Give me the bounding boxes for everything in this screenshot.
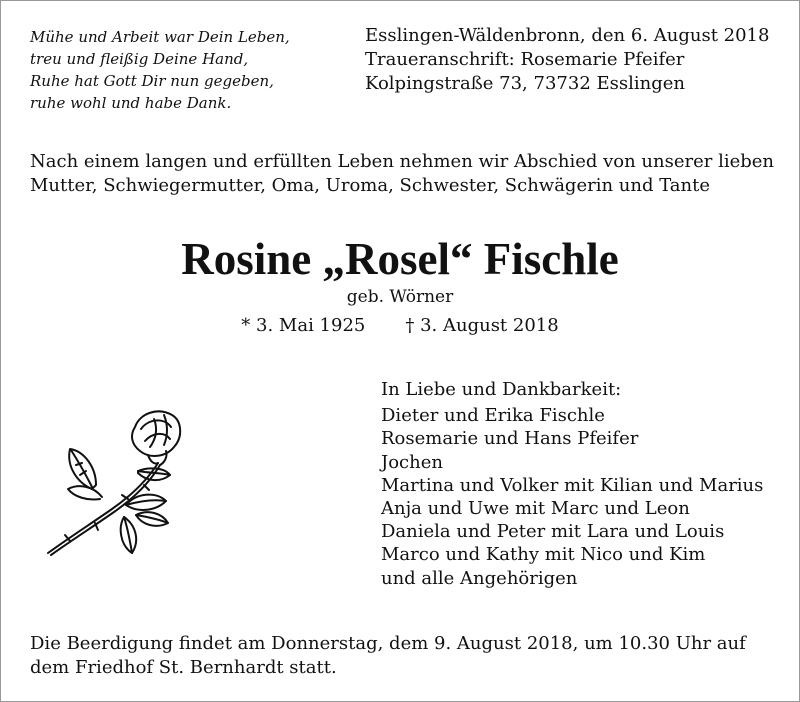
memorial-poem [30,26,290,114]
poem-line: ruhe wohl und habe Dank. [30,94,232,112]
death-date: † 3. August 2018 [405,315,559,336]
mourner-name: Jochen [381,451,443,473]
mourner-name: Anja und Uwe mit Marc und Leon [381,498,690,520]
mourner-name: Rosemarie und Hans Pfeifer [381,428,639,450]
deceased-name: Rosine „Rosel“ Fischle [181,234,619,284]
mourner-name: und alle Angehörigen [381,567,578,589]
condolence-address-label: Traueranschrift: Rosemarie Pfeifer [365,49,685,70]
life-dates [0,314,800,338]
mourner-name: Martina und Volker mit Kilian und Marius [381,474,764,496]
place-date: Esslingen-Wäldenbronn, den 6. August 2018 [365,25,770,46]
intro-line: Nach einem langen und erfüllten Leben nehmen wir Abschied von unserer lieben [30,151,775,172]
poem-line: treu und fleißig Deine Hand, [30,50,249,68]
poem-line: Mühe und Arbeit war Dein Leben, [30,28,290,46]
rose-icon [40,405,190,565]
intro-line: Mutter, Schwiegermutter, Oma, Uroma, Schwester, Schwägerin und Tante [30,175,711,196]
funeral-line: Die Beerdigung findet am Donnerstag, dem 9. August 2018, um 10.30 Uhr auf [30,633,746,654]
maiden-name: geb. Wörner [346,287,454,307]
funeral-notice [30,632,746,680]
intro-text [30,150,774,198]
condolence-street: Kolpingstraße 73, 73732 Esslingen [365,73,685,94]
poem-line: Ruhe hat Gott Dir nun gegeben, [30,72,274,90]
mourner-name: Dieter und Erika Fischle [381,405,605,427]
mourner-name: Marco und Kathy mit Nico und Kim [381,544,706,566]
funeral-line: dem Friedhof St. Bernhardt statt. [30,657,337,678]
mourners-heading: In Liebe und Dankbarkeit: [381,379,622,400]
mourners-list [381,378,763,590]
header-info [365,24,769,96]
mourner-name: Daniela und Peter mit Lara und Louis [381,521,725,543]
birth-date: * 3. Mai 1925 [241,315,366,336]
